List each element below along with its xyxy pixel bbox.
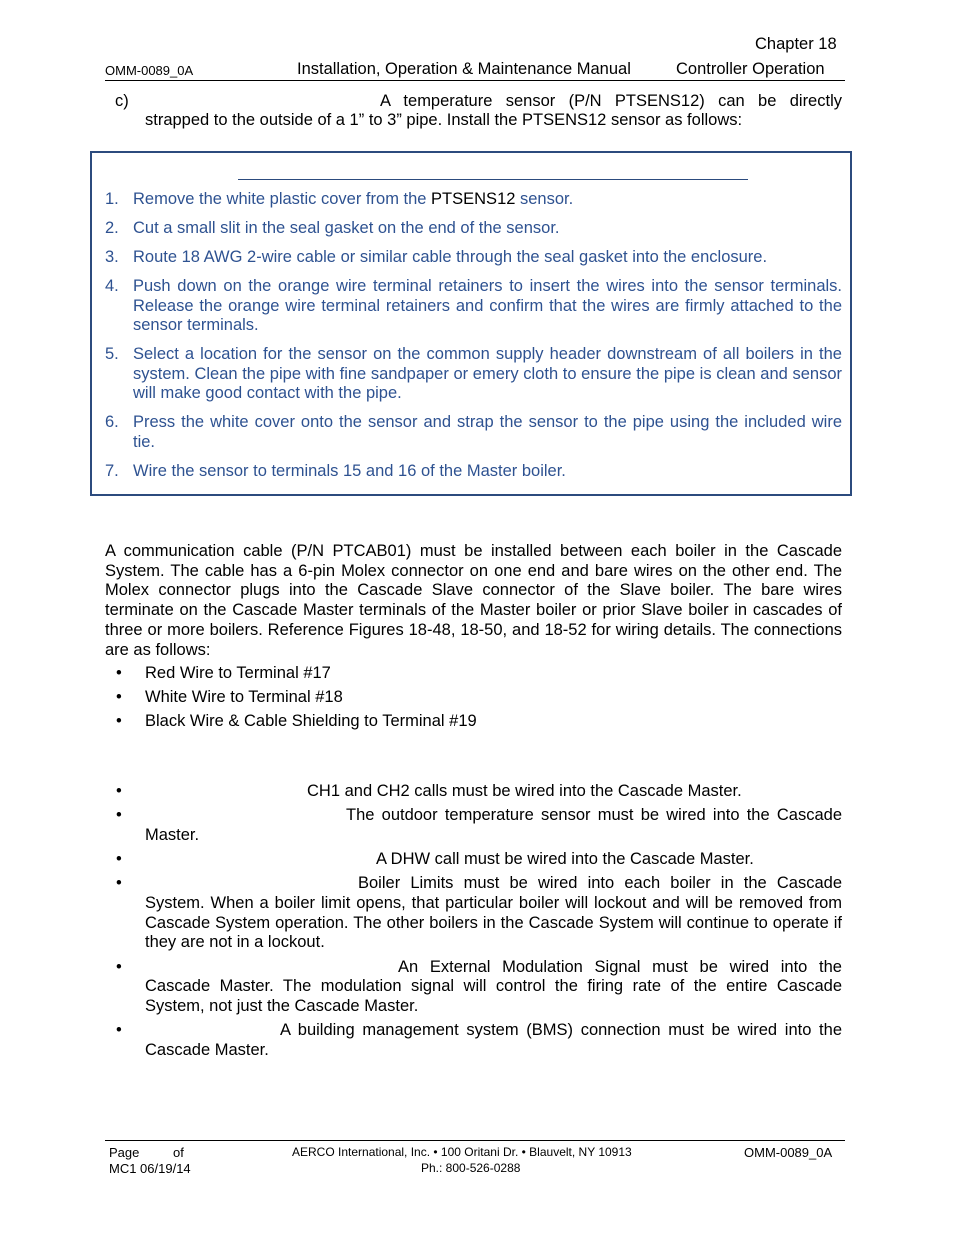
wiring-note: Boiler Limits must be wired into each boiler in the Cascade System. When a boiler limit opens, that particular boiler will lockout and will be removed from Cascade System operation. The other boilers in the Cascade System will continue to operate if they are not in a lockout. [145, 874, 842, 952]
bullet-icon: • [116, 874, 122, 893]
procedure-step [105, 248, 842, 268]
procedure-title-rule [238, 179, 748, 180]
procedure-step [105, 219, 842, 239]
communication-paragraph: A communication cable (P/N PTCAB01) must be installed between each boiler in the Cascade System. The cable has a 6-pin Molex connector on one end and bare wires on the other end. The Molex connector plugs into the Cascade Slave connector of the Slave boiler. The bare wires terminate on the Cascade Master terminals of the Master boiler or prior Slave boiler in cascades of three or more boilers. Reference Figures 18-48, 18-50, and 18-52 for wiring details. The connections are as follows: [105, 542, 842, 659]
step-number: 5. [105, 345, 119, 363]
footer-address: AERCO International, Inc. • 100 Oritani Dr. • Blauvelt, NY 10913 [292, 1145, 632, 1159]
footer-phone: Ph.: 800-526-0288 [421, 1161, 521, 1175]
procedure-step [105, 277, 842, 336]
bullet-icon: • [116, 1021, 122, 1040]
chapter-label: Chapter 18 [755, 35, 837, 53]
footer-doc-number: OMM-0089_0A [744, 1145, 833, 1160]
list-item [116, 782, 842, 802]
wiring-note: An External Modulation Signal must be wired into the Cascade Master. The modulation signal will control the firing rate of the entire Cascade System, not just the Cascade Master. [145, 957, 842, 1016]
list-item [116, 958, 842, 1017]
manual-title: Installation, Operation & Maintenance Manual [297, 60, 631, 78]
list-item [116, 850, 842, 870]
header-rule [105, 80, 845, 81]
bullet-icon: • [116, 712, 122, 730]
procedure-step [105, 345, 842, 404]
step-text: Wire the sensor to terminals 15 and 16 of the Master boiler. [133, 461, 566, 480]
sensor-part-number: PTSENS12 [431, 190, 516, 208]
procedure-steps [105, 190, 842, 491]
intro-label: c) [115, 92, 129, 110]
procedure-step [105, 413, 842, 452]
step-number: 1. [105, 190, 119, 208]
footer-revision: MC1 06/19/14 [109, 1161, 191, 1176]
step-number: 2. [105, 219, 119, 237]
wiring-note: CH1 and CH2 calls must be wired into the Cascade Master. [307, 782, 742, 800]
wire-connection: Red Wire to Terminal #17 [145, 664, 331, 682]
wiring-notes-list [116, 782, 842, 1065]
step-text: Cut a small slit in the seal gasket on the end of the sensor. [133, 219, 560, 237]
footer-rule [105, 1140, 845, 1141]
list-item [116, 806, 842, 845]
wire-connection-list [116, 664, 842, 736]
list-item [116, 1021, 842, 1060]
wiring-note: The outdoor temperature sensor must be wired into the Cascade Master. [145, 806, 842, 844]
bullet-icon: • [116, 688, 122, 706]
step-text: Press the white cover onto the sensor and strap the sensor to the pipe using the included wire tie. [133, 413, 842, 451]
step-text: Remove the white plastic cover from the [133, 190, 432, 208]
intro-text-line1: A temperature sensor (P/N PTSENS12) can be directly [380, 92, 842, 110]
step-number: 7. [105, 461, 119, 480]
procedure-step [105, 190, 842, 210]
bullet-icon: • [116, 664, 122, 682]
footer-of-label: of [173, 1145, 184, 1160]
wire-connection: Black Wire & Cable Shielding to Terminal #19 [145, 712, 477, 730]
step-number: 3. [105, 248, 119, 266]
bullet-icon: • [116, 782, 122, 800]
bullet-icon: • [116, 850, 122, 869]
procedure-step [105, 462, 842, 482]
footer-page-label: Page [109, 1145, 140, 1160]
list-item [116, 712, 842, 732]
list-item [116, 874, 842, 953]
step-number: 6. [105, 413, 119, 431]
wiring-note: A DHW call must be wired into the Cascade Master. [376, 850, 754, 869]
header-doc-number: OMM-0089_0A [105, 63, 194, 78]
list-item [116, 688, 842, 708]
step-text: Select a location for the sensor on the common supply header downstream of all boilers in the system. Clean the pipe with fine sandpaper or emery cloth to ensure the pipe is clean and sensor will make good contact with the pipe. [133, 345, 842, 402]
bullet-icon: • [116, 957, 122, 976]
wire-connection: White Wire to Terminal #18 [145, 688, 343, 706]
wiring-note: A building management system (BMS) connection must be wired into the Cascade Master. [145, 1021, 842, 1059]
step-number: 4. [105, 277, 119, 295]
section-title: Controller Operation [676, 60, 825, 78]
step-text: sensor. [515, 190, 574, 208]
list-item [116, 664, 842, 684]
step-text: Route 18 AWG 2-wire cable or similar cable through the seal gasket into the enclosure. [133, 248, 768, 266]
intro-text-line2: strapped to the outside of a 1” to 3” pipe. Install the PTSENS12 sensor as follows: [145, 111, 743, 129]
step-text: Push down on the orange wire terminal retainers to insert the wires into the sensor terminals. Release the orange wire terminal retainers and confirm that the wires are firmly attached to the sensor terminals. [133, 277, 842, 334]
bullet-icon: • [116, 806, 122, 825]
